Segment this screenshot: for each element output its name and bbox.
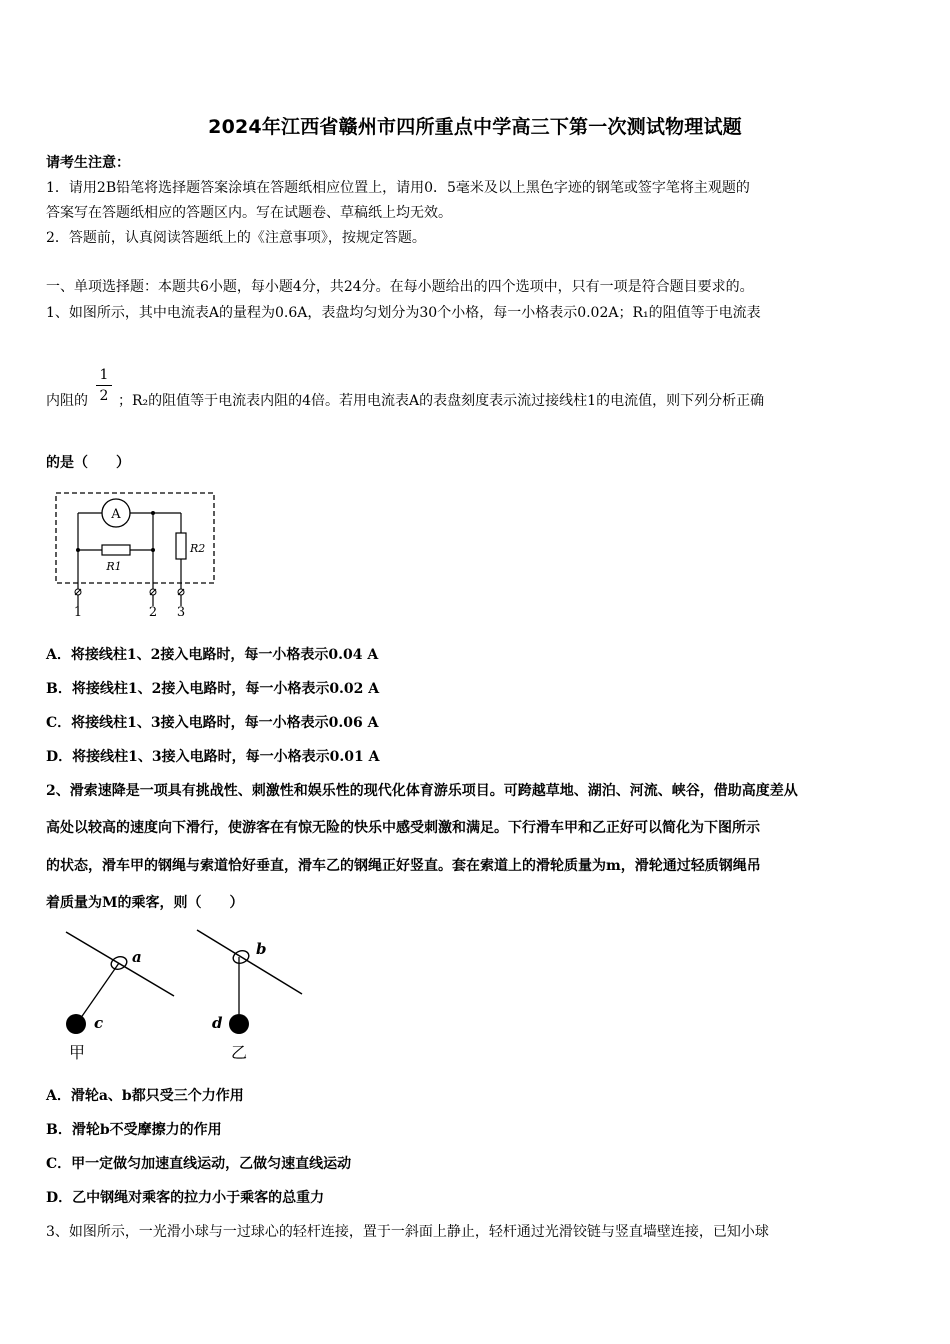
label-d: d [212,1014,223,1032]
q2-stem-line-4: 着质量为M的乘客，则（ ） [46,895,244,911]
resistor-r2-icon [176,533,186,559]
cable-left [66,932,174,996]
q2-stem-line-3: 的状态，滑车甲的钢绳与索道恰好垂直，滑车乙的钢绳正好竖直。套在索道上的滑轮质量为m，滑轮通过轻质钢绳吊 [46,858,761,874]
q1-stem-line-2-suffix: ；R₂的阻值等于电流表内阻的4倍。若用电流表A的表盘刻度表示流过接线柱1的电流值，则下列分析正确 [118,393,765,409]
label-a: a [132,948,142,966]
passenger-c-icon [66,1014,86,1034]
q1-option-c: C．将接线柱1、3接入电路时，每一小格表示0.06 A [46,715,379,731]
q1-option-b: B．将接线柱1、2接入电路时，每一小格表示0.02 A [46,681,380,697]
label-b: b [256,940,267,958]
r2-label: R2 [190,542,206,555]
cable-right [197,930,302,994]
notice-heading: 请考生注意： [46,155,130,171]
notice-item-1-line-2: 答案写在答题纸相应的答题区内。写在试题卷、草稿纸上均无效。 [46,205,452,221]
q3-stem-line-1: 3、如图所示，一光滑小球与一过球心的轻杆连接，置于一斜面上静止，轻杆通过光滑铰链与竖直墙壁连接，已知小球 [46,1224,769,1240]
q1-circuit-figure [50,488,220,620]
section-1-heading: 一、单项选择题：本题共6小题，每小题4分，共24分。在每小题给出的四个选项中，只有一项是符合题目要求的。 [46,279,754,295]
q1-stem-line-3: 的是（ ） [46,455,130,471]
q1-stem-line-2-prefix: 内阻的 [46,393,88,409]
junction-dot [151,548,155,552]
junction-dot [151,511,155,515]
caption-right: 乙 [230,1043,248,1062]
q1-fraction-numerator: 1 [96,366,112,386]
q1-option-d: D．将接线柱1、3接入电路时，每一小格表示0.01 A [46,749,380,765]
q1-stem-line-1: 1、如图所示，其中电流表A的量程为0.6A，表盘均匀划分为30个小格，每一小格表示0.02A；R₁的阻值等于电流表 [46,305,761,321]
q2-option-a: A．滑轮a、b都只受三个力作用 [46,1088,244,1104]
q1-fraction [96,366,112,405]
q1-fraction-denominator: 2 [99,388,109,404]
q2-option-b: B．滑轮b不受摩擦力的作用 [46,1122,222,1138]
q2-stem-line-1: 2、滑索速降是一项具有挑战性、刺激性和娱乐性的现代化体育游乐项目。可跨越草地、湖泊、河流、峡谷，借助高度差从 [46,783,798,799]
notice-item-2: 2．答题前，认真阅读答题纸上的《注意事项》，按规定答题。 [46,230,426,246]
r1-label: R1 [106,560,122,573]
q2-stem-line-2: 高处以较高的速度向下滑行，使游客在有惊无险的快乐中感受刺激和满足。下行滑车甲和乙正好可以简化为下图所示 [46,820,760,836]
page-title: 2024年江西省赣州市四所重点中学高三下第一次测试物理试题 [208,116,742,138]
terminal-3-label: 3 [176,605,186,620]
terminal-1-label: 1 [73,605,83,620]
resistor-r1-icon [102,545,130,555]
passenger-d-icon [229,1014,249,1034]
label-c: c [94,1014,104,1032]
circuit-dashed-box [56,493,214,583]
q2-option-d: D．乙中钢绳对乘客的拉力小于乘客的总重力 [46,1190,325,1206]
q2-zipline-figure [56,922,316,1064]
q2-option-c: C．甲一定做匀加速直线运动，乙做匀速直线运动 [46,1156,352,1172]
junction-dot [76,548,80,552]
terminal-2-label: 2 [148,605,158,620]
q1-option-a: A．将接线柱1、2接入电路时，每一小格表示0.04 A [46,647,379,663]
notice-item-1-line-1: 1．请用2B铅笔将选择题答案涂填在答题纸相应位置上，请用0．5毫米及以上黑色字迹的钢笔或签字笔将主观题的 [46,180,750,196]
ammeter-label: A [111,507,121,522]
caption-left: 甲 [68,1043,86,1062]
